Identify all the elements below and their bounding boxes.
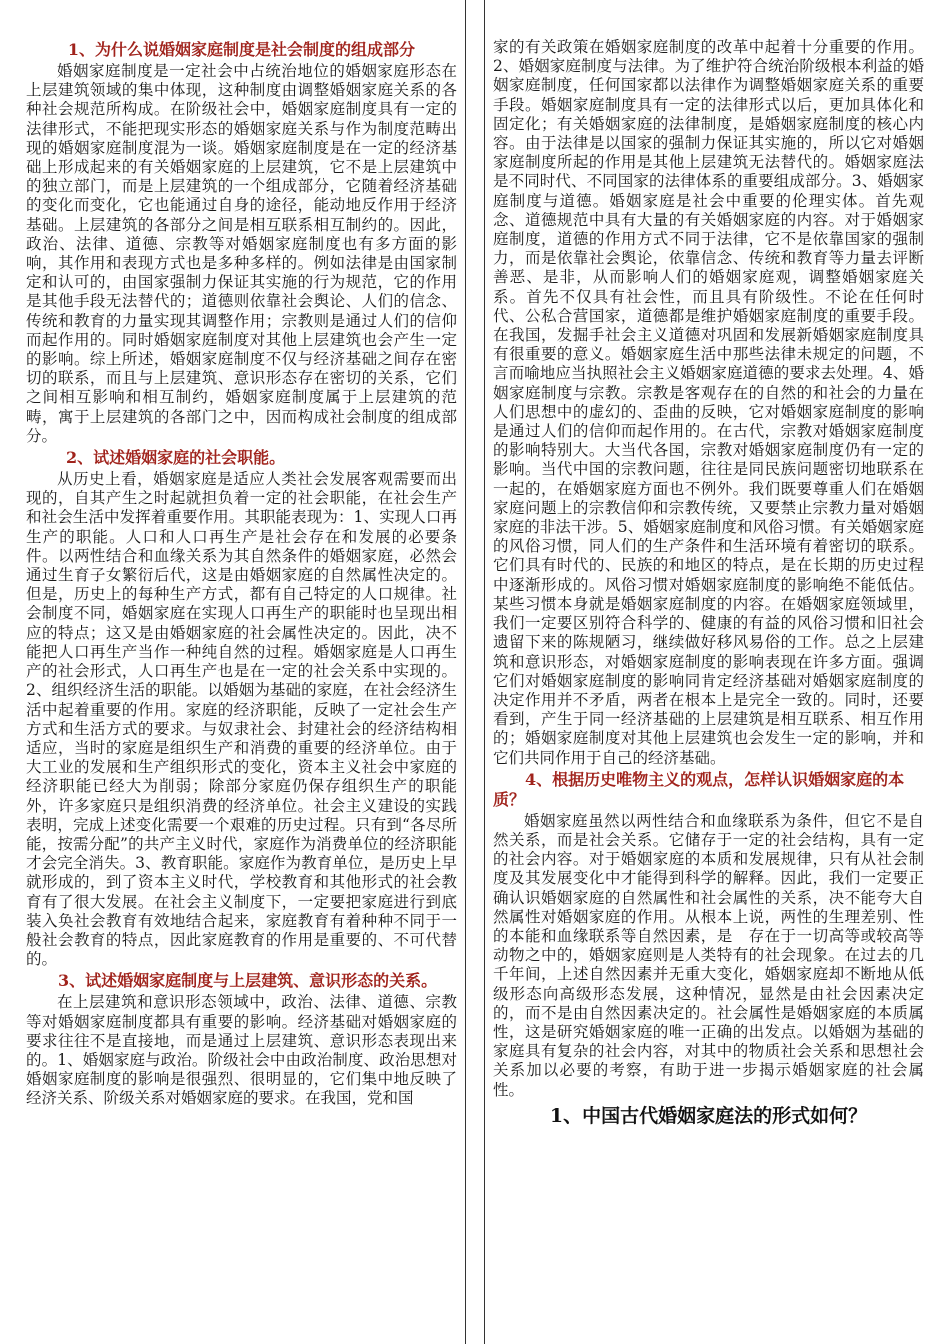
heading-q2: 2、试述婚姻家庭的社会职能。 xyxy=(66,448,286,468)
paragraph-q2: 从历史上看，婚姻家庭是适应人类社会发展客观需要而出现的，自其产生之时起就担负着一定的社会职能，在社会生产和社会生活中发挥着重要作用。其职能表现为：1、实现人口再生产的职能。人口和人口再生产是社会存在和发展的必要条件。以两性结合和血缘关系为其自然条件的婚姻家庭，必然会通过生育子女繁衍后代，这是由婚姻家庭的自然属性决定的。但是，历史上的每种生产方式，都有自己特定的人口规律。社会制度不同，婚姻家庭在实现人口再生产的职能时也呈现出相应的特点；这又是由婚姻家庭的社会属性决定的。因此，决不能把人口再生产当作一种纯自然的过程。婚姻家庭是人口再生产的社会形式，人口再生产也是在一定的社会关系中实现的。2、组织经济生活的职能。以婚姻为基础的家庭，在社会经济生活中起着重要的作用。家庭的经济职能，反映了一定社会生产方式和生活方式的要求。与奴隶社会、封建社会的经济结构相适应，当时的家庭是组织生产和消费的重要的经济单位。由于大工业的发展和生产组织形式的变化，资本主义社会中家庭的经济职能已经大为削弱；除部分家庭仍保存组织生产的职能外，许多家庭只是组织消费的经济单位。社会主义建设的实践表明，完成上述变化需要一个艰难的历史过程。只有到“各尽所能，按需分配”的共产主义时代，家庭作为消费单位的经济职能才会完全消失。3、教育职能。家庭作为教育单位，是历史上早就形成的，到了资本主义时代，学校教育和其他形式的社会教育有了很大发展。在社会主义制度下，一定要把家庭进行到底装入奂社会教育有效地结合起来，家庭教育有着种种不同于一般社会教育的特点，因此家庭教育的作用是重要的、不可代替的。 xyxy=(26,470,457,969)
heading-q1: 1、为什么说婚姻家庭制度是社会制度的组成部分 xyxy=(67,40,416,59)
paragraph-q3-continued: 家的有关政策在婚姻家庭制度的改革中起着十分重要的作用。2、婚姻家庭制度与法律。为了维护符合统治阶级根本利益的婚姻家庭制度，任何国家都以法律作为调整婚姻家庭关系的重要手段。婚姻家庭制度具有一定的法律形式以后，更加具体化和固定化；有关婚姻家庭的法律制度，是婚姻家庭制度的核心内容。由于法律是以国家的强制力保证其实施的，所以它对婚姻家庭制度所起的作用是其他上层建筑无法替代的。婚姻家庭法是不同时代、不同国家的法律体系的重要组成部分。3、婚姻家庭制度与道德。婚姻家庭是社会中重要的伦理实体。首先观念、道德规范中具有大量的有关婚姻家庭的内容。对于婚姻家庭制度，道德的作用方式不同于法律，它不是依靠国家的强制力，而是依靠社会舆论，依靠信念、传统和教育等力量去评断善恶、是非，从而影响人们的婚姻家庭观，调整婚姻家庭关系。首先不仅具有社会性，而且具有阶级性。不论在任何时代、公私合营国家，道德都是维护婚姻家庭制度的重要手段。在我国，发掘手社会主义道德对巩固和发展新婚姻家庭制度具有很重要的意义。婚姻家庭生活中那些法律未规定的问题，不言而喻地应当执照社会主义婚姻家庭道德的要求去处理。4、婚姻家庭制度与宗教。宗教是客观存在的自然的和社会的力量在人们思想中的虚幻的、歪曲的反映，它对婚姻家庭制度的影响是通过人们的信仰而起作用的。在古代，宗教对婚姻家庭制度的影响特别大。大当代各国，宗教对婚姻家庭制度仍有一定的影响。当代中国的宗教问题，往往是同民族问题密切地联系在一起的，在婚姻家庭方面也不例外。我们既要尊重人们在婚姻家庭问题上的宗教信仰和宗教传统，又要禁止宗教力量对婚姻家庭的非法干涉。5、婚姻家庭制度和风俗习惯。有关婚姻家庭的风俗习惯，同人们的生产条件和生活环境有着密切的联系。它们具有时代的、民族的和地区的特点，是在长期的历史过程中逐渐形成的。风俗习惯对婚姻家庭制度的影响绝不能低估。某些习惯本身就是婚姻家庭制度的内容。在婚姻家庭领域里，我们一定要区别符合科学的、健康的有益的风俗习惯和旧社会遗留下来的陈规陋习，继续做好移风易俗的工作。总之上层建筑和意识形态，对婚姻家庭制度的影响表现在许多方面。强调它们对婚姻家庭制度的影响同肯定经济基础对婚姻家庭制度的决定作用并不矛盾，两者在根本上是完全一致的。同时，还要看到，产生于同一经济基础的上层建筑是相互联系、相互作用的；婚姻家庭制度对其他上层建筑也会发生一定的影响，并和它们共同作用于自己的经济基础。 xyxy=(493,38,924,767)
heading-q3: 3、试述婚姻家庭制度与上层建筑、意识形态的关系。 xyxy=(58,971,438,991)
heading-q4: 4、根据历史唯物主义的观点，怎样认识婚姻家庭的本质？ xyxy=(493,769,905,809)
paragraph-q3: 在上层建筑和意识形态领域中，政治、法律、道德、宗教等对婚姻家庭制度都具有重要的影响。经济基础对婚姻家庭的要求往往不是直接地，而是通过上层建筑、意识形态表现出来的。1、婚姻家庭与政治。阶级社会中由政治制度、政治思想对婚姻家庭制度的影响是很强烈、很明显的，它们集中地反映了经济关系、阶级关系对婚姻家庭的要求。在我国，党和国 xyxy=(26,993,457,1108)
heading-section-ancient-law: 1、中国古代婚姻家庭法的形式如何？ xyxy=(549,1104,868,1127)
right-column xyxy=(484,0,924,1344)
left-column xyxy=(26,0,466,1344)
paragraph-q1: 婚姻家庭制度是一定社会中占统治地位的婚姻家庭形态在上层建筑领域的集中体现，这种制度由调整婚姻家庭关系的各种社会规范所构成。在阶级社会中，婚姻家庭制度具有一定的法律形式，不能把现实形态的婚姻家庭关系与作为制度范畴出现的婚姻家庭制度混为一谈。婚姻家庭制度是在一定的经济基础上形成起来的有关婚姻家庭的上层建筑，它不是上层建筑中的独立部门，而是上层建筑的一个组成部分，它随着经济基础的变化而变化，它也能通过自身的途径，能动地反作用于经济基础。上层建筑的各部分之间是相互联系相互制约的。因此，政治、法律、道德、宗教等对婚姻家庭制度也有多方面的影响，其作用和表现方式也是多种多样的。例如法律是由国家制定和认可的，由国家强制力保证其实施的行为规范，它的作用是其他手段无法替代的；道德则依靠社会舆论、人们的信念、传统和教育的力量实现其调整作用；宗教则是通过人们的信仰而起作用的。同时婚姻家庭制度对其他上层建筑也会产生一定的影响。综上所述，婚姻家庭制度不仅与经济基础之间存在密切的联系，而且与上层建筑、意识形态存在密切的关系，它们之间相互影响和相互制约，婚姻家庭制度属于上层建筑的范畴，寓于上层建筑的各部门之中，因而构成社会制度的组成部分。 xyxy=(26,62,457,445)
paragraph-q4: 婚姻家庭虽然以两性结合和血缘联系为条件，但它不是自然关系，而是社会关系。它储存于一定的社会结构，具有一定的社会内容。对于婚姻家庭的本质和发展规律，只有从社会制度及其发展变化中才能得到科学的解释。因此，我们一定要正确认识婚姻家庭的自然属性和社会属性的关系，决不能夸大自然属性对婚姻家庭的作用。从根本上说，两性的生理差别、性的本能和血缘联系等自然因素，是 存在于一切高等或较高等动物之中的，婚姻家庭则是人类特有的社会现象。在过去的几千年间，上述自然因素并无重大变化，婚姻家庭却不断地从低级形态向高级形态发展，这种情况，显然是由社会因素决定的，而不是由自然因素决定的。社会属性是婚姻家庭的本质属性，这是研究婚姻家庭的唯一正确的出发点。以婚姻为基础的家庭具有复杂的社会内容，对其中的物质社会关系和思想社会关系加以必要的考察，有助于进一步揭示婚姻家庭的社会属性。 xyxy=(493,811,924,1099)
